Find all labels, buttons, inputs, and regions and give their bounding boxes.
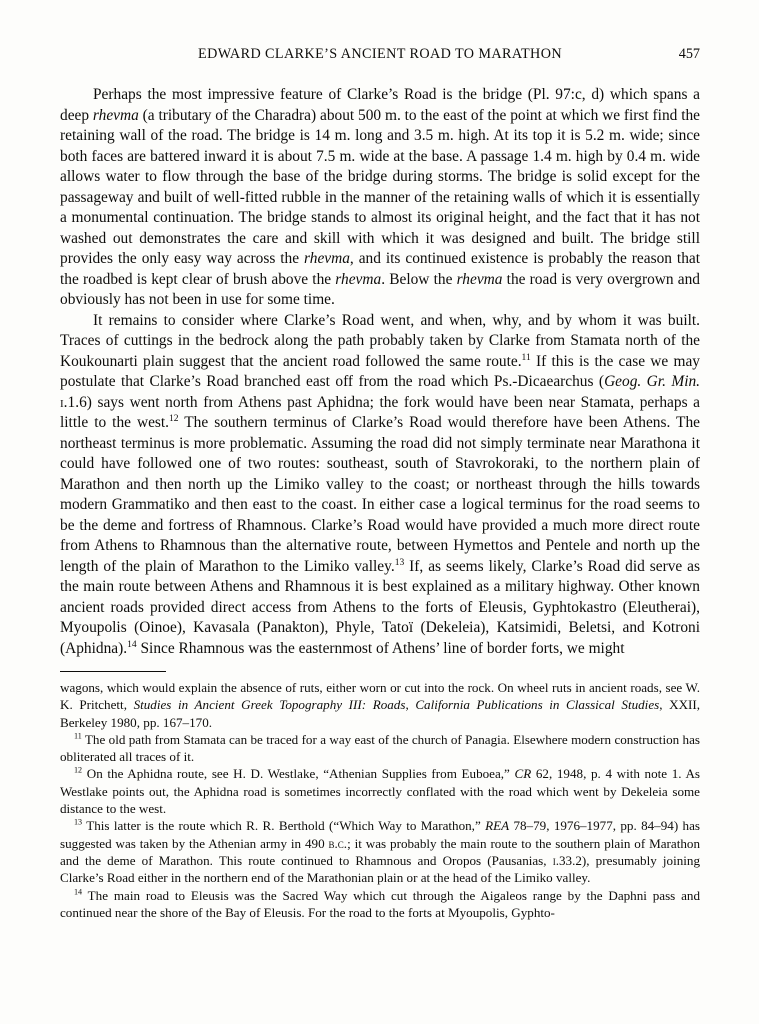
header-title: EDWARD CLARKE’S ANCIENT ROAD TO MARATHON: [198, 46, 562, 62]
footnote-ref: 14: [127, 638, 137, 650]
text-segment: rhevma: [456, 270, 503, 288]
text-segment: i: [60, 393, 64, 411]
footnote: [60, 765, 700, 817]
footnote-ref: 11: [521, 351, 531, 363]
text-segment: 78–79, 1976–1977, pp. 84–94) has suggested was taken by the Athenian army in 490: [60, 818, 700, 851]
footnote-ref: 11: [74, 731, 82, 741]
text-segment: If this is the case we may postulate that Clarke’s Road branched east off from the road which Ps.-Dicaearchus (: [60, 352, 700, 390]
text-segment: (a tributary of the Charadra) about 500 m. to the east of the point at which we first find the retaining wall of the road. The bridge is 14 m. long and 3.5 m. high. At its top it is 5.2 m. wide; since both faces are battered inward it is about 7.5 m. wide at the base. A passage 1.4 m. high by 0.4 m. wide allows water to flow through the base of the bridge during storms. The bridge is solid except for the passageway and built of well-fitted rubble in the manner of the retaining walls of which it is essentially a monumental continuation. The bridge stands to almost its original height, and the fact that it has not washed out demonstrates the care and skill with which it was designed and built. The bridge still provides the only easy way across the: [60, 106, 700, 267]
footnote-ref: 12: [74, 766, 83, 776]
footnotes: [60, 679, 700, 921]
text-segment: Perhaps the most impressive feature of Clarke’s Road is the bridge (Pl. 97:c, d) which spans a deep: [60, 86, 700, 124]
text-segment: the road is very overgrown and obviously has not been in use for some time.: [60, 270, 700, 308]
text-segment: The old path from Stamata can be traced for a way east of the church of Panagia. Elsewhere modern construction has obliterated all traces of it.: [60, 731, 700, 765]
text-segment: CR: [514, 766, 532, 782]
text-segment: REA: [485, 818, 510, 834]
text-segment: Since Rhamnous was the easternmost of Athens’ line of border forts, we might: [136, 639, 625, 657]
page-number: 457: [678, 46, 700, 62]
footnote: [60, 887, 700, 922]
text-segment: rhevma: [304, 250, 350, 267]
body-text: [60, 85, 700, 659]
text-segment: Studies in Ancient Greek Topography III: Roads: [133, 697, 406, 713]
paragraph: [60, 311, 700, 660]
text-segment: , and its continued existence is probably the reason that the roadbed is kept clear of brush above the: [60, 250, 700, 288]
text-segment: rhevma: [335, 270, 382, 288]
footnote: [60, 817, 700, 886]
text-segment: wagons, which would explain the absence of ruts, either worn or cut into the rock. On wheel ruts in ancient roads, see W. K. Pritchett,: [60, 680, 700, 713]
text-segment: b.c.: [328, 835, 348, 851]
text-segment: i: [552, 852, 556, 868]
text-segment: It remains to consider where Clarke’s Road went, and when, why, and by whom it was built. Traces of cuttings in the bedrock along the path probably taken by Clarke from Stamata north of the Koukounarti plain suggest that the ancient road followed the same route.: [60, 311, 700, 370]
text-segment: The main road to Eleusis was the Sacred Way which cut through the Aigaleos range by the Daphni pass and continued near the shore of the Bay of Eleusis. For the road to the forts at Myoupolis, Gyphto-: [60, 887, 700, 920]
text-segment: This latter is the route which R. R. Berthold (“Which Way to Marathon,”: [82, 818, 486, 834]
text-segment: 62, 1948, p. 4 with note 1. As Westlake points out, the Aphidna road is sometimes incorrectly conflated with the road which went by Dekeleia some distance to the west.: [60, 766, 700, 817]
text-segment: The southern terminus of Clarke’s Road would therefore have been Athens. The northeast terminus is more problematic. Assuming the road did not simply terminate near Marathona it could have followed one of two routes: southeast, south of Stavrokoraki, to the northern plain of Marathon and then north up the Limiko valley to the coast; or northeast through the hills towards modern Grammatiko and then east to the coast. In either case a logical terminus for the road seems to be the deme and fortress of Rhamnous. Clarke’s Road would have provided a much more direct route from Athens to Rhamnous than the alternative route, between Hymettos and Pentele and north up the length of the plain of Marathon to the Limiko valley.: [60, 414, 700, 575]
footnote-ref: 13: [74, 818, 83, 828]
running-header: [60, 46, 700, 62]
footnote-ref: 13: [394, 556, 405, 568]
footnote: [60, 731, 700, 766]
text-segment: rhevma: [92, 106, 139, 124]
footnote-continuation: [60, 679, 700, 731]
text-segment: California Publications in Classical Studies: [415, 697, 660, 713]
footnote-ref: 12: [169, 412, 179, 424]
text-segment: Geog. Gr. Min.: [604, 373, 701, 390]
text-segment: On the Aphidna route, see H. D. Westlake, “Athenian Supplies from Euboea,”: [82, 766, 515, 782]
text-segment: , XXII, Berkeley 1980, pp. 167–170.: [60, 697, 701, 730]
paragraph: [60, 85, 700, 311]
text-segment: .1.6) says went north from Athens past Aphidna; the fork would have been near Stamata, perhaps a little to the west.: [60, 393, 700, 431]
text-segment: ; it was probably the main route to the southern plain of Marathon and the deme of Marathon. This route continued to Rhamnous and Oropos (Pausanias,: [60, 835, 700, 868]
text-segment: . Below the: [381, 270, 457, 288]
footnote-ref: 14: [74, 887, 83, 897]
footnote-separator: [60, 671, 166, 672]
text-segment: If, as seems likely, Clarke’s Road did serve as the main route between Athens and Rhamnous it is best explained as a military highway. Other known ancient roads provided direct access from Athens to the forts of Eleusis, Gyphtokastro (Eleutherai), Myoupolis (Oinoe), Kavasala (Panakton), Phyle, Tatoï (Dekeleia), Katsimidi, Beletsi, and Kotroni (Aphidna).: [60, 557, 700, 657]
text-segment: .33.2), presumably joining Clarke’s Road either in the northern end of the Marathonian plain or at the head of the Limiko valley.: [60, 852, 700, 886]
text-segment: ,: [405, 697, 416, 713]
